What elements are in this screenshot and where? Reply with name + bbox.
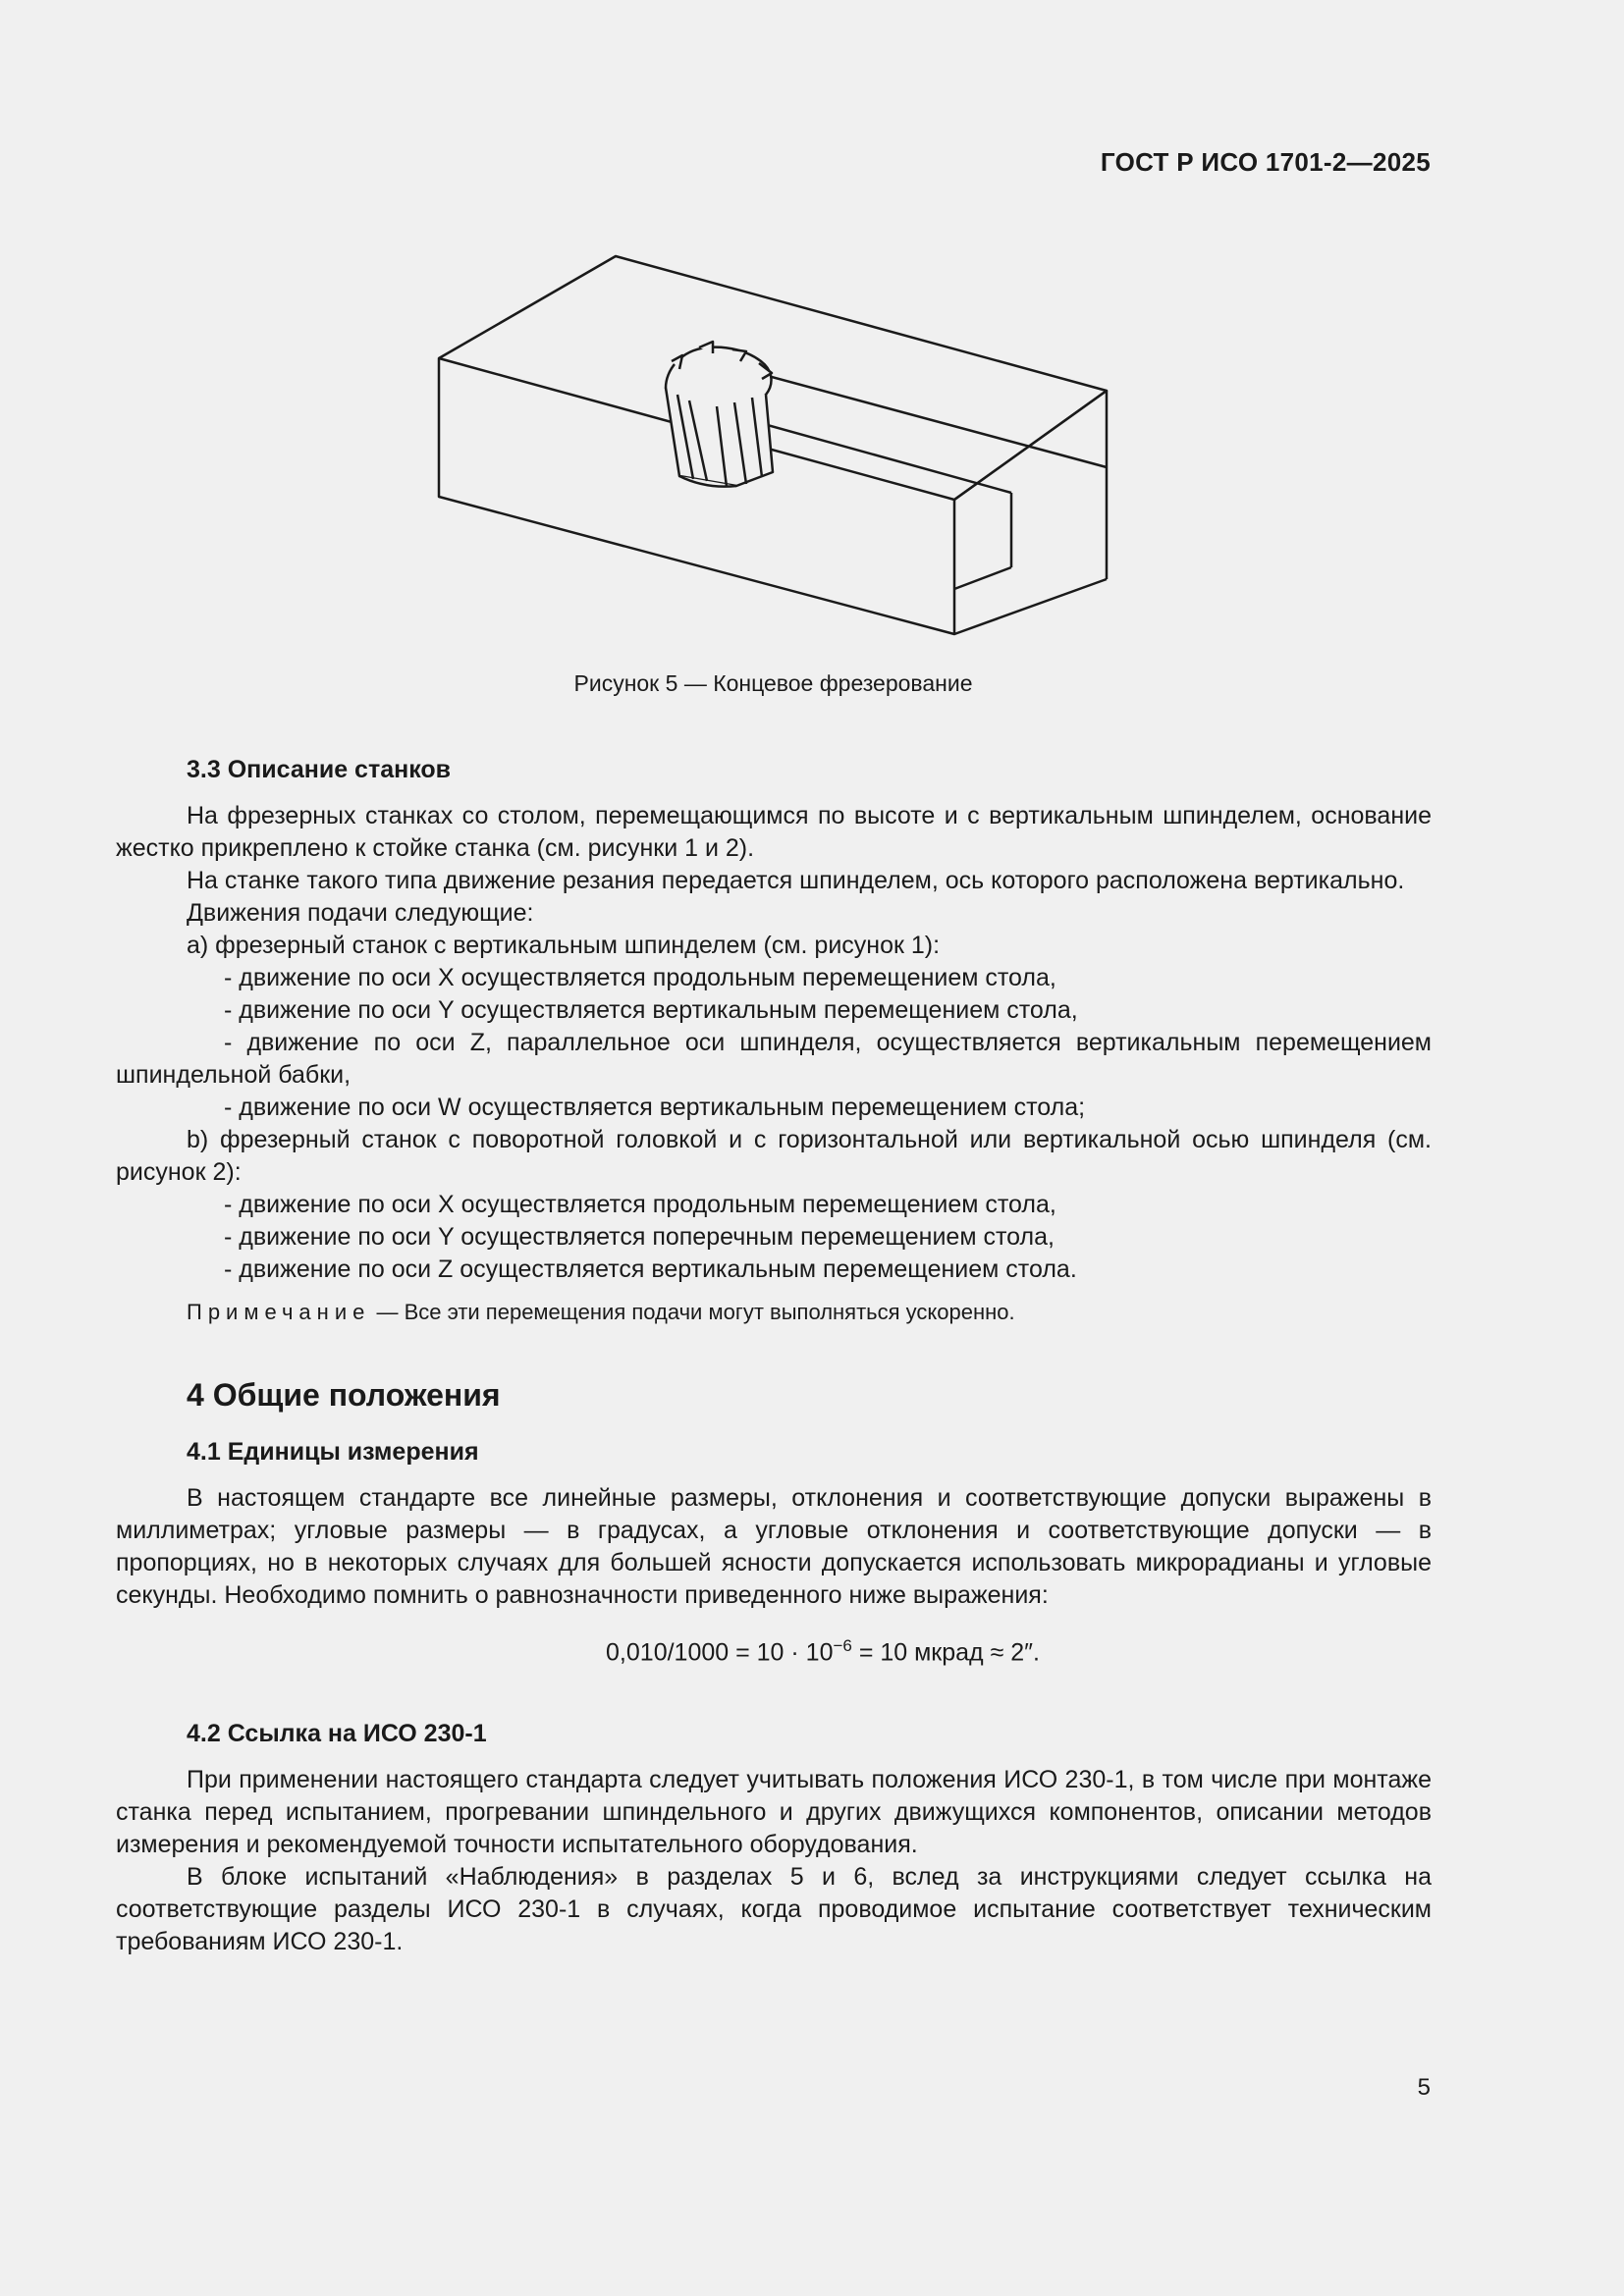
list-item: - движение по оси Y осуществляется поперечным перемещением стола, [224,1223,1055,1251]
paragraph: В настоящем стандарте все линейные размеры, отклонения и соответствующие допуски выражены в миллиметрах; угловые размеры — в градусах, а угловые отклонения и соответствующие допуски — в пропорциях, но в некоторых случаях для большей ясности допускается использовать микрорадианы и угловые секунды. Необходимо помнить о равнозначности приведенного ниже выражения: [116,1484,1432,1609]
formula [116,1629,1432,1669]
list-item: - движение по оси Z осуществляется вертикальным перемещением стола. [224,1255,1077,1283]
section-4-heading: 4 Общие положения [187,1377,501,1413]
document-body [116,754,1432,1958]
paragraph: На фрезерных станках со столом, перемещающимся по высоте и с вертикальным шпинделем, основание жестко прикреплено к стойке станка (см. рисунки 1 и 2). [116,802,1432,862]
list-item: - движение по оси X осуществляется продольным перемещением стола, [224,964,1056,991]
end-mill-cutter [666,342,773,487]
figure-caption: Рисунок 5 — Концевое фрезерование [573,670,973,696]
formula-exponent: −6 [833,1636,852,1655]
paragraph: Движения подачи следующие: [187,899,534,927]
end-milling-drawing [422,245,1129,658]
document-header: ГОСТ Р ИСО 1701-2—2025 [1100,147,1431,177]
note-text: — Все эти перемещения подачи могут выполняться ускоренно. [370,1300,1015,1324]
note-label: Примечание [187,1300,371,1324]
list-item-a: a) фрезерный станок с вертикальным шпинделем (см. рисунок 1): [187,932,941,959]
list-item: - движение по оси Y осуществляется вертикальным перемещением стола, [224,996,1078,1024]
paragraph: На станке такого типа движение резания передается шпинделем, ось которого расположена вертикально. [187,867,1405,894]
note [116,1296,1432,1328]
section-4-1-heading: 4.1 Единицы измерения [187,1438,479,1466]
list-item-b: b) фрезерный станок с поворотной головкой и с горизонтальной или вертикальной осью шпинделя (см. рисунок 2): [116,1126,1432,1186]
end-milling-figure [422,245,1129,658]
page-number: 5 [1417,2074,1431,2101]
paragraph: При применении настоящего стандарта следует учитывать положения ИСО 230-1, в том числе при монтаже станка перед испытанием, прогревании шпиндельного и других движущихся компонентов, описании методов измерения и рекомендуемой точности испытательного оборудования. [116,1766,1432,1859]
list-item: - движение по оси X осуществляется продольным перемещением стола, [224,1191,1056,1218]
section-3-3-heading: 3.3 Описание станков [187,756,452,783]
list-item: - движение по оси W осуществляется вертикальным перемещением стола; [224,1094,1086,1121]
list-item: - движение по оси Z, параллельное оси шпинделя, осуществляется вертикальным перемещением шпиндельной бабки, [116,1029,1432,1089]
paragraph: В блоке испытаний «Наблюдения» в разделах 5 и 6, вслед за инструкциями следует ссылка на соответствующие разделы ИСО 230-1 в случаях, когда проводимое испытание соответствует техническим требованиям ИСО 230-1. [116,1863,1432,1956]
section-4-2-heading: 4.2 Ссылка на ИСО 230-1 [187,1720,487,1748]
slot-back-edge [746,370,1107,467]
formula-left: 0,010/1000 = 10 · 10 [606,1638,834,1667]
block-outline [439,256,1107,634]
formula-right: = 10 мкрад ≈ 2″. [851,1638,1040,1667]
